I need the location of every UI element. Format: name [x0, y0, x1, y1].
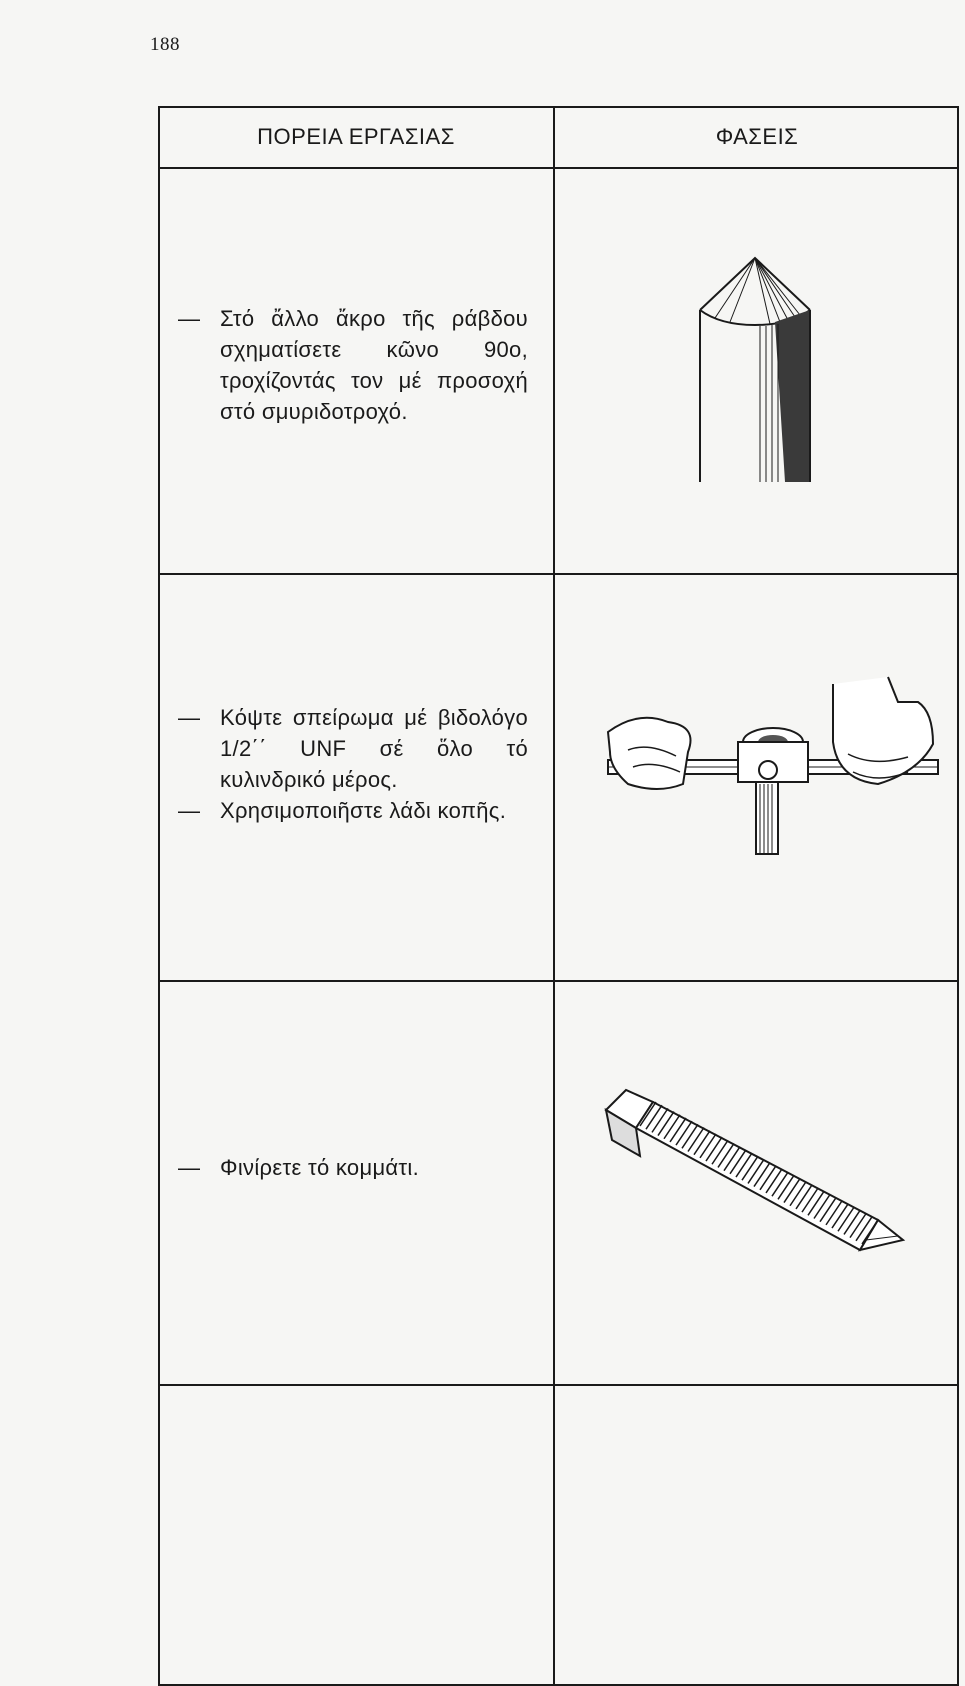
cone-tipped-rod-icon: [680, 250, 840, 490]
step-dash: —: [178, 705, 201, 730]
step-dash: —: [178, 1155, 201, 1180]
step-text-cell: [178, 303, 528, 427]
step: [178, 702, 528, 795]
row-divider: [158, 980, 959, 982]
step-dash: —: [178, 798, 201, 823]
step: [178, 795, 528, 826]
step-text: Στό ἄλλο ἄκρο τῆς ράβδου σχηματίσετε κῶνο 90ο, τροχίζοντάς τον μέ προσοχή στό σμυριδοτροχό.: [220, 306, 528, 424]
step-text: Κόψτε σπείρωμα μέ βιδολόγο 1/2΄΄ UNF σέ ὅλο τό κυλινδρικό μέρος.: [220, 705, 528, 792]
row-divider: [158, 573, 959, 575]
page-number: 188: [150, 34, 180, 55]
header-phases: ΦΑΣΕΙΣ: [715, 124, 799, 149]
column-divider: [553, 106, 555, 1686]
die-stock-hands-icon: [588, 672, 965, 862]
step-text: Χρησιμοποιῆστε λάδι κοπῆς.: [220, 798, 507, 823]
step-text-cell: [178, 1152, 528, 1183]
threaded-rod-icon: [598, 1080, 928, 1270]
step: [178, 303, 528, 427]
step-text-cell: [178, 702, 528, 826]
step: [178, 1152, 528, 1183]
step-dash: —: [178, 306, 201, 331]
step-text: Φινίρετε τό κομμάτι.: [220, 1155, 420, 1180]
row-divider: [158, 1384, 959, 1386]
header-procedure: ΠΟΡΕΙΑ ΕΡΓΑΣΙΑΣ: [257, 124, 455, 149]
